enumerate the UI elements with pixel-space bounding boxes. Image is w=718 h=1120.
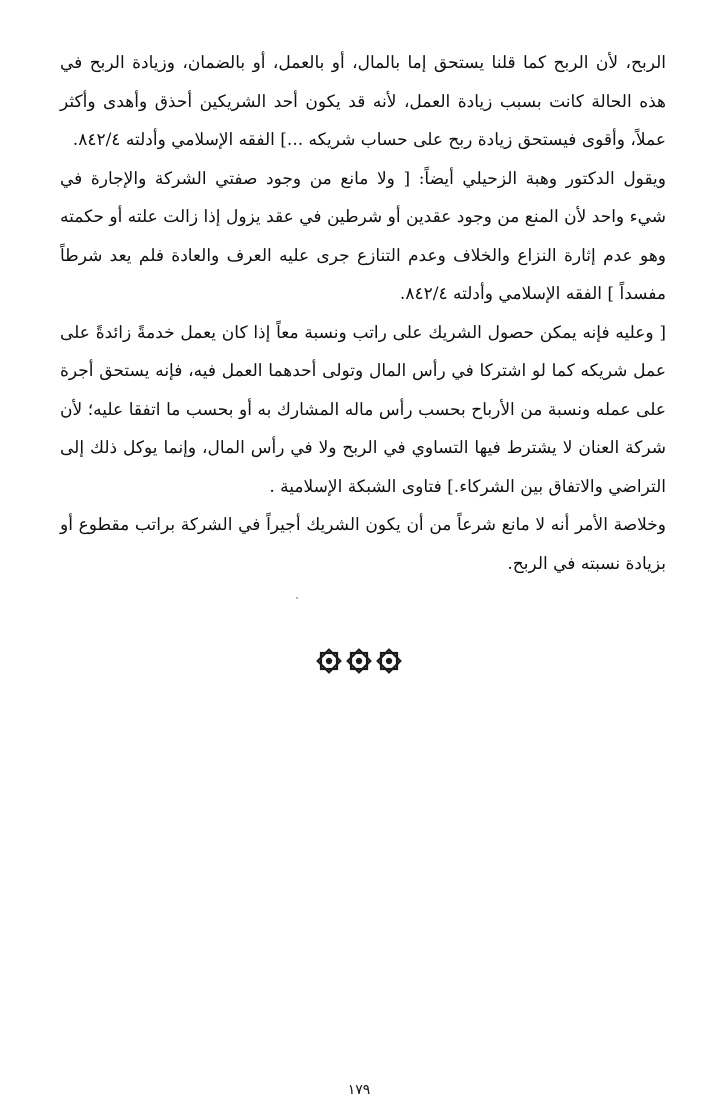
- page-number: ١٧٩: [347, 1082, 371, 1098]
- body-text: [60, 44, 666, 583]
- scan-speck: [296, 597, 298, 599]
- paragraph-zuhaili-quote: ويقول الدكتور وهبة الزحيلي أيضاً: [ ولا مانع من وجود صفتي الشركة والإجارة في شيء واحد لأن المنع من وجود عقدين أو شرطين في عقد يزول إذا زالت علته أو حكمته وهو عدم إثارة النزاع والخلاف وعدم التنازع جرى عليه العرف والعادة فلم يعد شرطاً مفسداً ] الفقه الإسلامي وأدلته ٨٤٢/٤.: [60, 168, 666, 304]
- eight-point-star-icon: [316, 648, 342, 674]
- eight-point-star-icon: [376, 648, 402, 674]
- section-divider-ornament: [0, 648, 718, 674]
- paragraph-fatwa-quote: [ وعليه فإنه يمكن حصول الشريك على راتب ونسبة معاً إذا كان يعمل خدمةً زائدةً على عمل شريكه كما لو اشتركا في رأس المال وتولى أحدهما العمل فيه، فإنه يستحق أجرة على عمله ونسبة من الأرباح بحسب رأس ماله المشارك به أو بحسب ما اتفقا عليه؛ لأن شركة العنان لا يشترط فيها التساوي في الربح ولا في رأس المال، وإنما يوكل ذلك إلى التراضي والاتفاق بين الشركاء.] فتاوى الشبكة الإسلامية .: [60, 322, 666, 497]
- paragraph-conclusion: وخلاصة الأمر أنه لا مانع شرعاً من أن يكون الشريك أجيراً في الشركة براتب مقطوع أو بزيادة نسبته في الربح.: [60, 515, 666, 574]
- eight-point-star-icon: [346, 648, 372, 674]
- paragraph-profit-reason: الربح، لأن الربح كما قلنا يستحق إما بالمال، أو بالعمل، أو بالضمان، وزيادة الربح في هذه الحالة كانت بسبب زيادة العمل، لأنه قد يكون أحد الشريكين أحذق وأهدى وأكثر عملاً، وأقوى فيستحق زيادة ربح على حساب شريكه ...] الفقه الإسلامي وأدلته ٨٤٢/٤.: [60, 53, 666, 150]
